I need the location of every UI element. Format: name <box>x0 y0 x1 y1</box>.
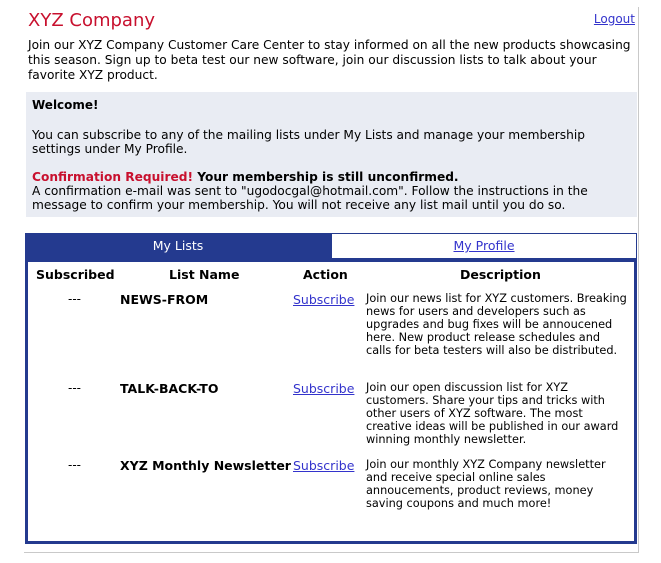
welcome-box <box>26 92 637 217</box>
list-description: Join our monthly XYZ Company newsletter and receive special online sales annoucements, product reviews, money saving coupons and much more! <box>366 458 606 510</box>
subscribe-link[interactable]: Subscribe <box>293 292 355 307</box>
subscribed-status: --- <box>68 381 81 395</box>
header-list-name: List Name <box>169 267 240 282</box>
welcome-text: You can subscribe to any of the mailing lists under My Lists and manage your membership settings under My Profile. <box>32 128 585 156</box>
header-action: Action <box>303 267 348 282</box>
list-name: NEWS-FROM <box>120 292 209 307</box>
membership-status: Your membership is still unconfirmed. <box>193 170 459 184</box>
header-subscribed: Subscribed <box>36 267 115 282</box>
intro-text: Join our XYZ Company Customer Care Center to stay informed on all the new products showcasing this season. Sign up to beta test our new software, join our discussion lists to talk about your favorite XYZ product. <box>28 38 631 82</box>
subscribe-link[interactable]: Subscribe <box>293 458 355 473</box>
logout-link[interactable]: Logout <box>593 12 635 26</box>
list-name: TALK-BACK-TO <box>120 381 219 396</box>
list-description: Join our news list for XYZ customers. Breaking news for users and developers such as upgrades and bug fixes will be annoucened here. New product release schedules and calls for beta testers will also be distributed. <box>366 292 627 357</box>
header-description: Description <box>460 267 541 282</box>
confirmation-required-label: Confirmation Required! <box>32 170 194 184</box>
confirmation-detail: A confirmation e-mail was sent to "ugodocgal@hotmail.com". Follow the instructions in the message to confirm your membership. You will not receive any list mail until you do so. <box>32 184 588 212</box>
subscribe-link[interactable]: Subscribe <box>293 381 355 396</box>
lists-panel <box>25 259 637 544</box>
company-name: XYZ Company <box>28 10 156 31</box>
tab-my-profile[interactable]: My Profile <box>331 233 637 259</box>
welcome-title: Welcome! <box>32 98 99 112</box>
list-description: Join our open discussion list for XYZ customers. Share your tips and tricks with other users of XYZ software. The most creative ideas will be published in our award winning monthly newsletter. <box>366 381 619 446</box>
confirmation-message <box>32 170 634 212</box>
list-name: XYZ Monthly Newsletter <box>120 458 291 473</box>
subscribed-status: --- <box>68 292 81 306</box>
subscribed-status: --- <box>68 458 81 472</box>
tab-my-lists[interactable]: My Lists <box>25 233 331 259</box>
tab-bar <box>25 233 637 259</box>
